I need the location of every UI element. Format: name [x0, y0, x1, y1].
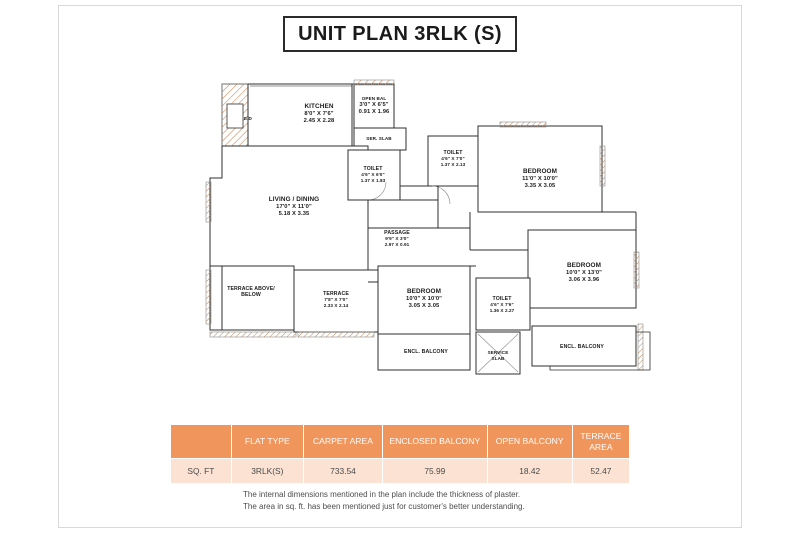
room-label-terrace-above-below: TERRACE ABOVE/ BELOW: [227, 286, 275, 299]
area-table: [170, 424, 630, 484]
note-line-2: The area in sq. ft. has been mentioned just for customer's better understanding.: [243, 502, 525, 512]
room-label-passage: PASSAGE 9'9" X 3'0" 2.97 X 0.91: [384, 230, 410, 247]
note-line-1: The internal dimensions mentioned in the plan include the thickness of plaster.: [243, 490, 521, 499]
table-header-flat-type: FLAT TYPE: [231, 425, 303, 459]
cell-open-balcony: 18.42: [487, 459, 572, 484]
plan-title-box: [283, 16, 517, 52]
room-label-ser-slab: SER. SLAB: [366, 136, 392, 141]
room-label-kitchen: KITCHEN 8'0" X 7'6" 2.45 X 2.28: [303, 103, 335, 124]
page-title: UNIT PLAN 3RLK (S): [298, 22, 502, 45]
footer-notes: [243, 489, 525, 514]
floor-plan-drawing: [180, 70, 660, 400]
table-header-terrace-area: TERRACE AREA: [572, 425, 629, 459]
cell-flat-type: 3RLK(S): [231, 459, 303, 484]
table-header-carpet-area: CARPET AREA: [303, 425, 382, 459]
table-header-unit: [171, 425, 232, 459]
room-label-living-dining: LIVING / DINING 17'0" X 11'0" 5.18 X 3.35: [268, 196, 320, 217]
room-label-bedroom-3: BEDROOM 10'0" X 10'0" 3.05 X 3.05: [406, 288, 442, 309]
room-label-bedroom-1: BEDROOM 11'0" X 10'0" 3.35 X 3.05: [522, 168, 558, 189]
cell-unit: SQ. FT: [171, 459, 232, 484]
table-header-enclosed-balcony: ENCLOSED BALCONY: [383, 425, 488, 459]
room-label-toilet-1: TOILET 4'6" X 6'0" 1.37 X 1.83: [360, 166, 386, 183]
room-label-toilet-2: TOILET 4'6" X 7'0" 1.37 X 2.13: [440, 150, 466, 167]
room-label-encl-balcony-1: ENCL. BALCONY: [404, 349, 448, 355]
table-header-row: [171, 425, 630, 459]
room-label-ed: E.D: [244, 116, 252, 121]
cell-carpet-area: 733.54: [303, 459, 382, 484]
room-label-encl-balcony-2: ENCL. BALCONY: [560, 344, 604, 350]
table-header-open-balcony: OPEN BALCONY: [487, 425, 572, 459]
cell-terrace-area: 52.47: [572, 459, 629, 484]
table-row: [171, 459, 630, 484]
cell-enclosed-balcony: 75.99: [383, 459, 488, 484]
room-label-bedroom-2: BEDROOM 10'0" X 13'0" 3.06 X 3.96: [566, 262, 602, 283]
room-label-open-bal: OPEN BAL 3'0" X 6'5" 0.91 X 1.96: [358, 96, 390, 115]
room-label-terrace: TERRACE 7'8" X 7'0" 2.33 X 2.14: [323, 291, 349, 308]
room-label-service-slab: SERVICE SLAB: [487, 350, 509, 361]
room-label-toilet-3: TOILET 4'6" X 7'6" 1.36 X 2.27: [489, 296, 515, 313]
area-table-wrap: [170, 424, 630, 484]
